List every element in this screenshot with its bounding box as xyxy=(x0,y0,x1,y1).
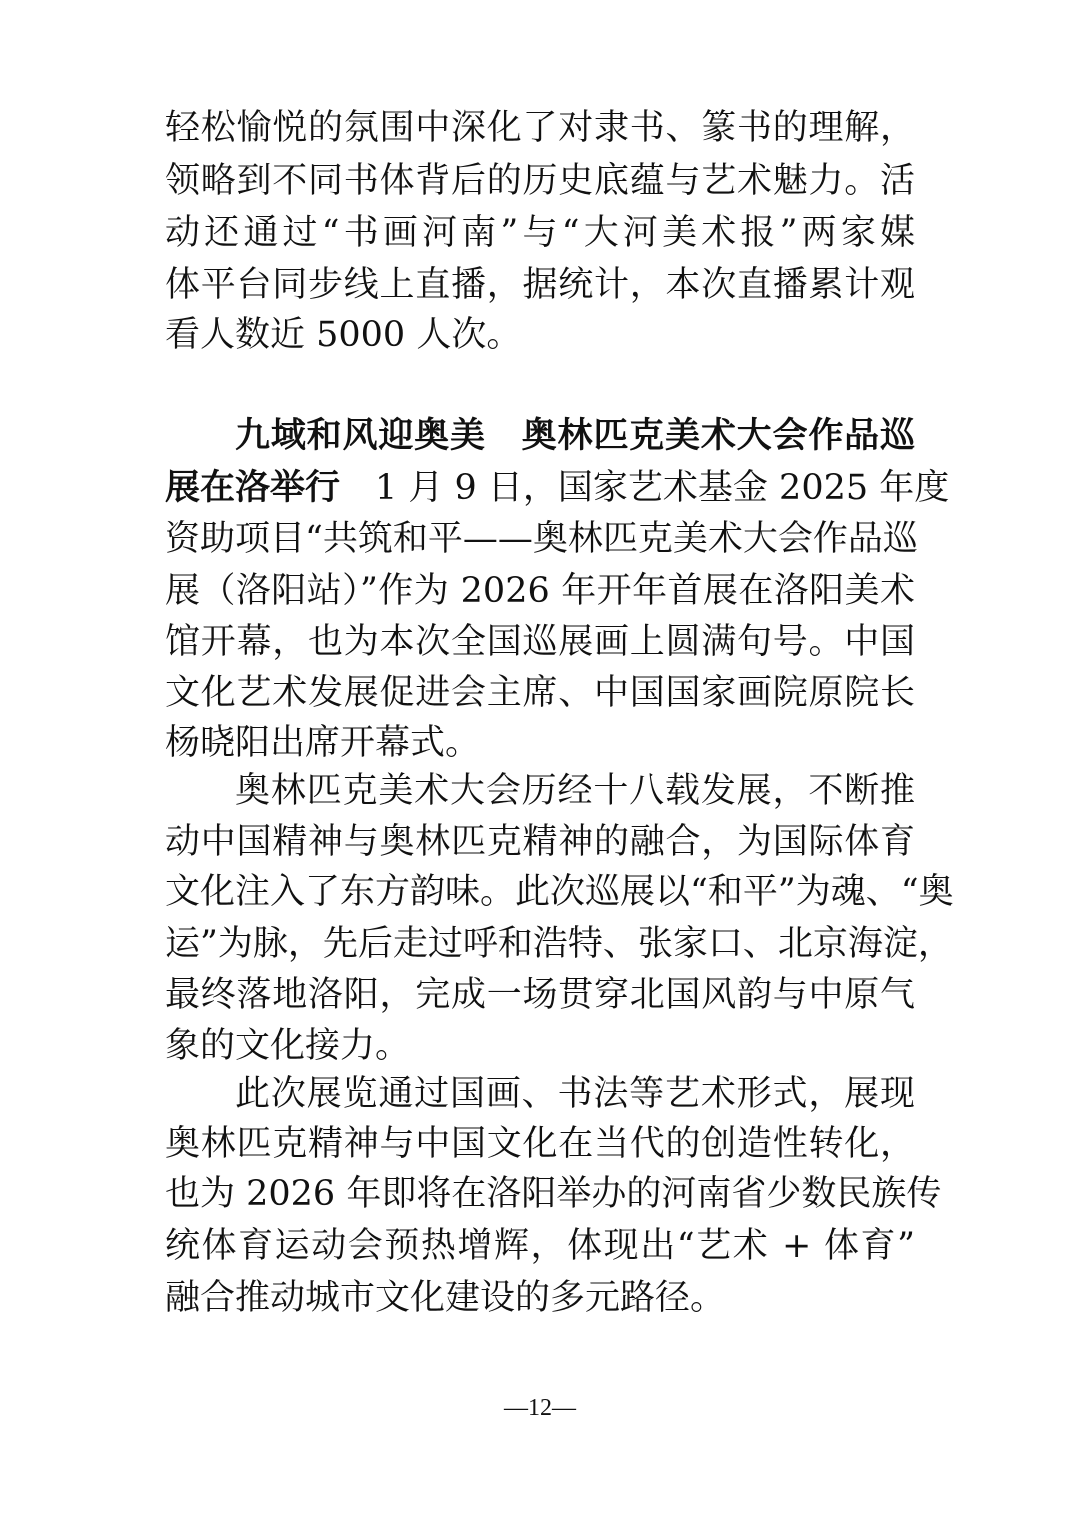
section-heading-part1: 九域和风迎奥美 奥林匹克美术大会作品巡 xyxy=(235,416,915,456)
paragraph-line: 动还通过“书画河南”与“大河美术报”两家媒 xyxy=(165,213,915,253)
paragraph-line: 最终落地洛阳，完成一场贯穿北国风韵与中原气 xyxy=(165,975,915,1015)
paragraph-line: 也为 2026 年即将在洛阳举办的河南省少数民族传 xyxy=(165,1174,942,1214)
paragraph-line: 奥林匹克美术大会历经十八载发展，不断推 xyxy=(235,771,915,811)
paragraph-line: 文化艺术发展促进会主席、中国国家画院原院长 xyxy=(165,673,915,713)
paragraph-line: 融合推动城市文化建设的多元路径。 xyxy=(165,1278,726,1318)
section-heading-line2 xyxy=(165,462,950,514)
paragraph-line: 展（洛阳站）”作为 2026 年开年首展在洛阳美术 xyxy=(165,571,915,611)
page-number: —12— xyxy=(504,1395,576,1421)
paragraph-line: 运”为脉，先后走过呼和浩特、张家口、北京海淀， xyxy=(165,924,953,964)
paragraph-line: 奥林匹克精神与中国文化在当代的创造性转化， xyxy=(165,1124,915,1164)
paragraph-line: 杨晓阳出席开幕式。 xyxy=(165,723,481,763)
section-heading-part2: 展在洛举行 xyxy=(165,468,341,508)
paragraph-line: 资助项目“共筑和平——奥林匹克美术大会作品巡 xyxy=(165,519,918,559)
paragraph-line: 此次展览通过国画、书法等艺术形式，展现 xyxy=(235,1074,915,1114)
paragraph-line: 轻松愉悦的氛围中深化了对隶书、篆书的理解， xyxy=(165,108,915,148)
paragraph-line: 文化注入了东方韵味。此次巡展以“和平”为魂、“奥 xyxy=(165,872,954,912)
paragraph-line: 看人数近 5000 人次。 xyxy=(165,315,522,355)
paragraph-line: 馆开幕，也为本次全国巡展画上圆满句号。中国 xyxy=(165,622,915,662)
paragraph-line: 象的文化接力。 xyxy=(165,1026,411,1066)
paragraph-line: 统体育运动会预热增辉，体现出“艺术 + 体育” xyxy=(165,1226,915,1266)
paragraph-line: 体平台同步线上直播，据统计，本次直播累计观 xyxy=(165,265,915,305)
paragraph-line: 动中国精神与奥林匹克精神的融合，为国际体育 xyxy=(165,822,915,862)
section-heading xyxy=(165,410,915,462)
section-date-text: 1 月 9 日，国家艺术基金 2025 年度 xyxy=(340,468,950,508)
paragraph-line: 领略到不同书体背后的历史底蕴与艺术魅力。活 xyxy=(165,161,915,201)
